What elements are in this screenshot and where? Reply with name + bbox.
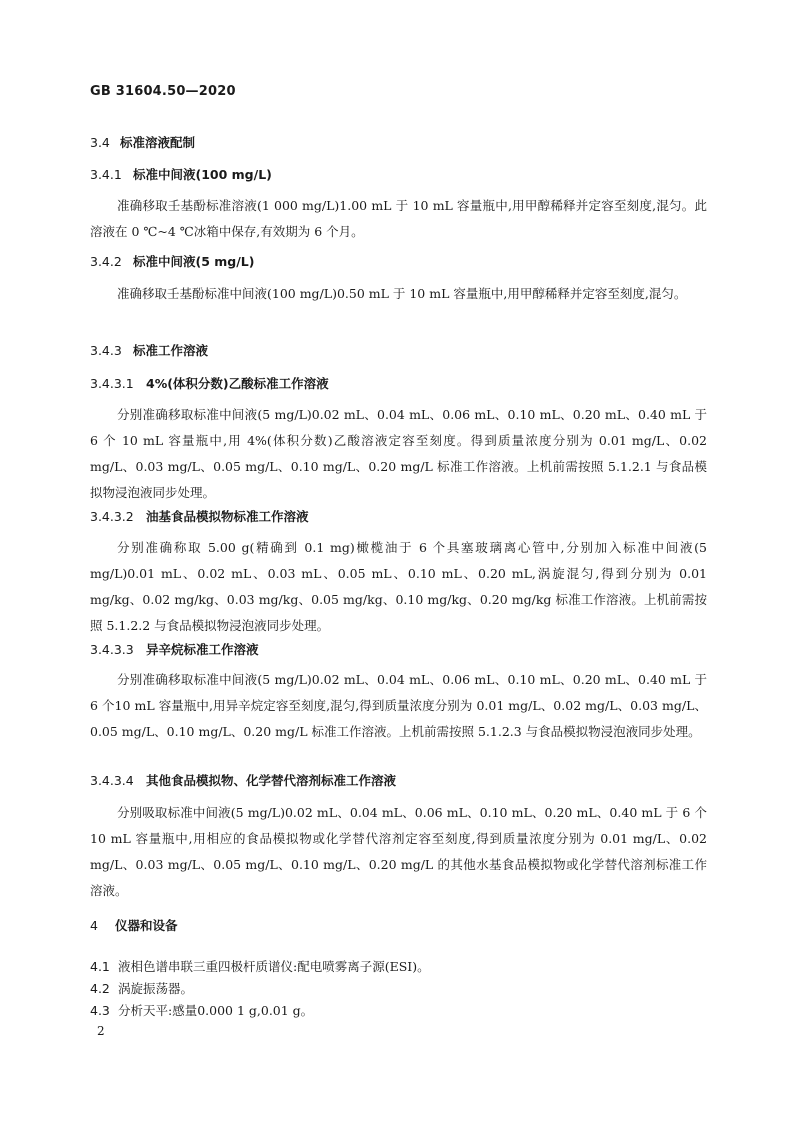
section-number: 3.4.3.1: [90, 376, 134, 391]
item-number: 4.2: [90, 981, 110, 996]
section-title: 异辛烷标准工作溶液: [146, 642, 259, 657]
section-title: 标准中间液(5 mg/L): [133, 254, 255, 269]
paragraph-3-4-3-3: 分别准确移取标准中间液(5 mg/L)0.02 mL、0.04 mL、0.06 mL、0.10 mL、0.20 mL、0.40 mL 于 6 个10 mL 容量瓶中,用异辛烷定容至刻度,混匀,得到质量浓度分别为 0.01 mg/L、0.02 mg/L、0.03 mg/L、0.05 mg/L、0.10 mg/L、0.20 mg/L 标准工作溶液。上机前需按照 5.1.2.3 与食品模拟物浸泡液同步处理。: [90, 672, 707, 739]
section-title: 其他食品模拟物、化学替代溶剂标准工作溶液: [146, 773, 397, 788]
section-heading-4: [90, 916, 178, 934]
section-number: 4: [90, 918, 98, 933]
section-heading-3-4-2: [90, 252, 254, 270]
section-number: 3.4.2: [90, 254, 122, 269]
section-number: 3.4.3: [90, 343, 122, 358]
section-heading-3-4-3-1: [90, 374, 329, 392]
page-number: 2: [97, 1024, 105, 1038]
section-heading-3-4: [90, 133, 195, 151]
section-heading-3-4-3-4: [90, 771, 396, 789]
list-item-4-1: [90, 957, 430, 975]
paragraph-3-4-3-2: 分别准确称取 5.00 g(精确到 0.1 mg)橄榄油于 6 个具塞玻璃离心管中,分别加入标准中间液(5 mg/L)0.01 mL、0.02 mL、0.03 mL、0.05 mL、0.10 mL、0.20 mL,涡旋混匀,得到分别为 0.01 mg/kg、0.02 mg/kg、0.03 mg/kg、0.05 mg/kg、0.10 mg/kg、0.20 mg/kg 标准工作溶液。上机前需按照 5.1.2.2 与食品模拟物浸泡液同步处理。: [90, 540, 707, 633]
section-number: 3.4.3.4: [90, 773, 134, 788]
section-heading-3-4-3: [90, 341, 208, 359]
section-title: 仪器和设备: [115, 918, 178, 933]
item-text: 分析天平:感量0.000 1 g,0.01 g。: [118, 1003, 314, 1018]
section-number: 3.4.3.3: [90, 642, 134, 657]
list-item-4-3: [90, 1001, 313, 1019]
section-title: 标准溶液配制: [120, 135, 196, 150]
section-title: 标准工作溶液: [133, 343, 209, 358]
paragraph-3-4-3-1: 分别准确移取标准中间液(5 mg/L)0.02 mL、0.04 mL、0.06 mL、0.10 mL、0.20 mL、0.40 mL 于 6 个 10 mL 容量瓶中,用 4%(体积分数)乙酸溶液定容至刻度。得到质量浓度分别为 0.01 mg/L、0.02 mg/L、0.03 mg/L、0.05 mg/L、0.10 mg/L、0.20 mg/L 标准工作溶液。上机前需按照 5.1.2.1 与食品模拟物浸泡液同步处理。: [90, 407, 707, 500]
paragraph-3-4-3-4: 分别吸取标准中间液(5 mg/L)0.02 mL、0.04 mL、0.06 mL、0.10 mL、0.20 mL、0.40 mL 于 6 个 10 mL 容量瓶中,用相应的食品模拟物或化学替代溶剂定容至刻度,得到质量浓度分别为 0.01 mg/L、0.02 mg/L、0.03 mg/L、0.05 mg/L、0.10 mg/L、0.20 mg/L 的其他水基食品模拟物或化学替代溶剂标准工作溶液。: [90, 805, 707, 898]
section-heading-3-4-3-2: [90, 507, 309, 525]
section-heading-3-4-3-3: [90, 640, 259, 658]
list-item-4-2: [90, 979, 193, 997]
section-title: 油基食品模拟物标准工作溶液: [146, 509, 309, 524]
item-number: 4.1: [90, 959, 110, 974]
section-heading-3-4-1: [90, 165, 272, 183]
section-number: 3.4.3.2: [90, 509, 134, 524]
paragraph-3-4-2: 准确移取壬基酚标准中间液(100 mg/L)0.50 mL 于 10 mL 容量瓶中,用甲醇稀释并定容至刻度,混匀。: [117, 286, 687, 301]
paragraph-3-4-1: 准确移取壬基酚标准溶液(1 000 mg/L)1.00 mL 于 10 mL 容量瓶中,用甲醇稀释并定容至刻度,混匀。此溶液在 0 ℃~4 ℃冰箱中保存,有效期为 6 个月。: [90, 198, 707, 239]
item-text: 涡旋振荡器。: [118, 981, 194, 996]
section-number: 3.4: [90, 135, 110, 150]
standard-code: GB 31604.50—2020: [90, 84, 236, 99]
item-number: 4.3: [90, 1003, 110, 1018]
section-title: 4%(体积分数)乙酸标准工作溶液: [146, 376, 329, 391]
section-number: 3.4.1: [90, 167, 122, 182]
section-title: 标准中间液(100 mg/L): [133, 167, 272, 182]
item-text: 液相色谱串联三重四极杆质谱仪:配电喷雾离子源(ESI)。: [118, 959, 430, 974]
